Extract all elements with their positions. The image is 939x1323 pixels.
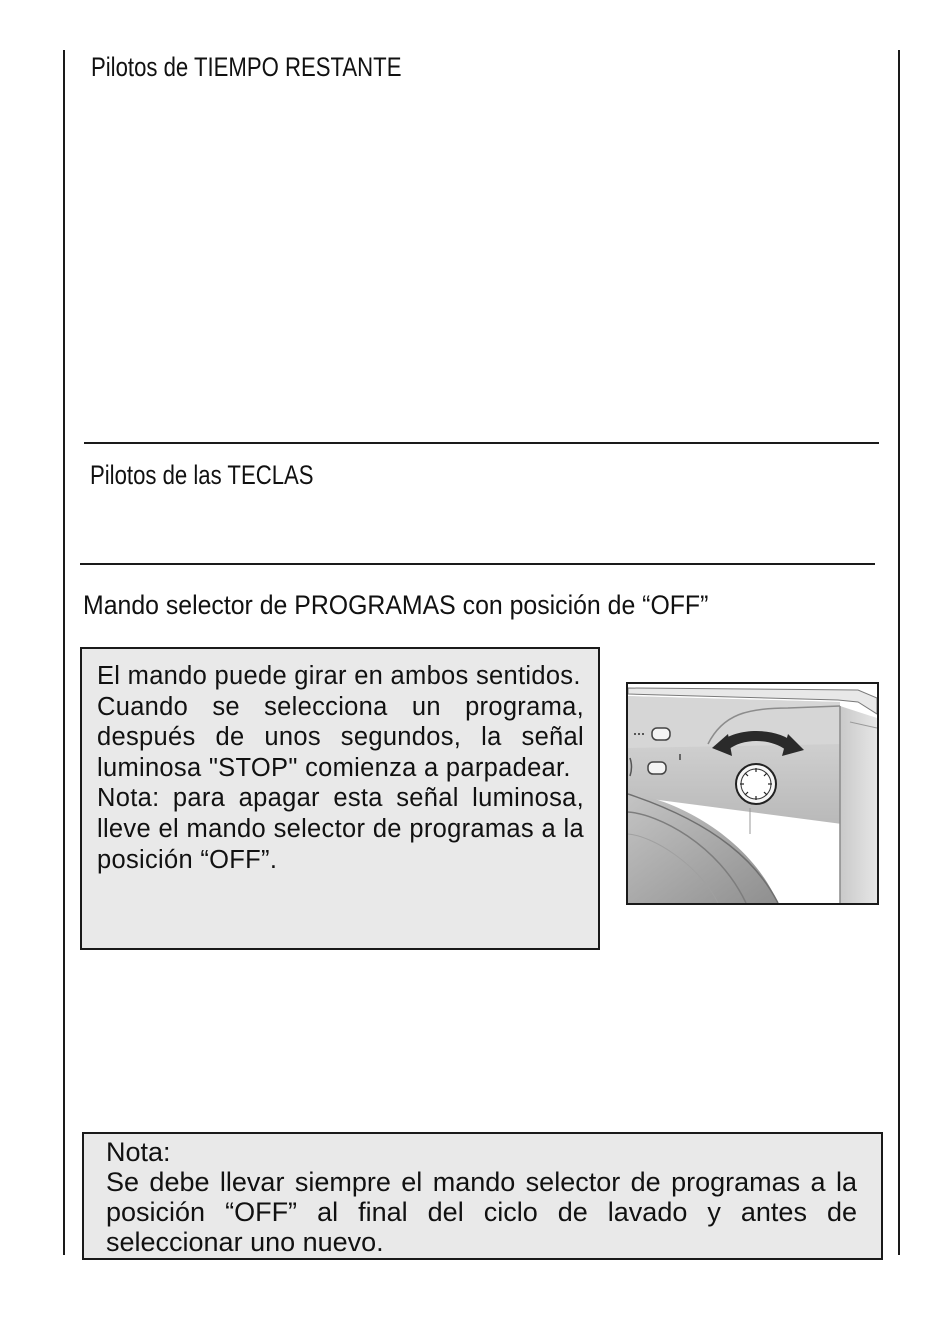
selector-info-box: [80, 647, 600, 950]
info-paragraph-2: Cuando se selecciona un programa, después de unos segundos, la señal luminosa "STOP" comienza a parpadear.: [97, 692, 584, 782]
info-paragraph-3: Nota: para apagar esta señal luminosa, lleve el mando selector de programas a la posición “OFF”.: [97, 784, 584, 874]
note-text: Se debe llevar siempre el mando selector de programas a la posición “OFF” al final del ciclo de lavado y antes de seleccionar uno nuevo.: [106, 1167, 857, 1257]
selector-knob-icon: [736, 764, 776, 804]
left-margin-line: [63, 50, 65, 1255]
note-box: [82, 1132, 883, 1260]
selector-knob-illustration: [626, 682, 879, 905]
section-divider-2: [80, 563, 875, 565]
info-paragraph-1: El mando puede girar en ambos sentidos.: [97, 662, 581, 690]
heading-tiempo-restante: Pilotos de TIEMPO RESTANTE: [91, 52, 402, 82]
note-title: Nota:: [106, 1137, 171, 1167]
control-panel-drawing: [628, 684, 877, 903]
right-margin-line: [898, 50, 900, 1255]
section-divider-1: [84, 442, 879, 444]
heading-teclas: Pilotos de las TECLAS: [90, 460, 314, 490]
heading-selector-programas: Mando selector de PROGRAMAS con posición de “OFF”: [83, 590, 709, 620]
